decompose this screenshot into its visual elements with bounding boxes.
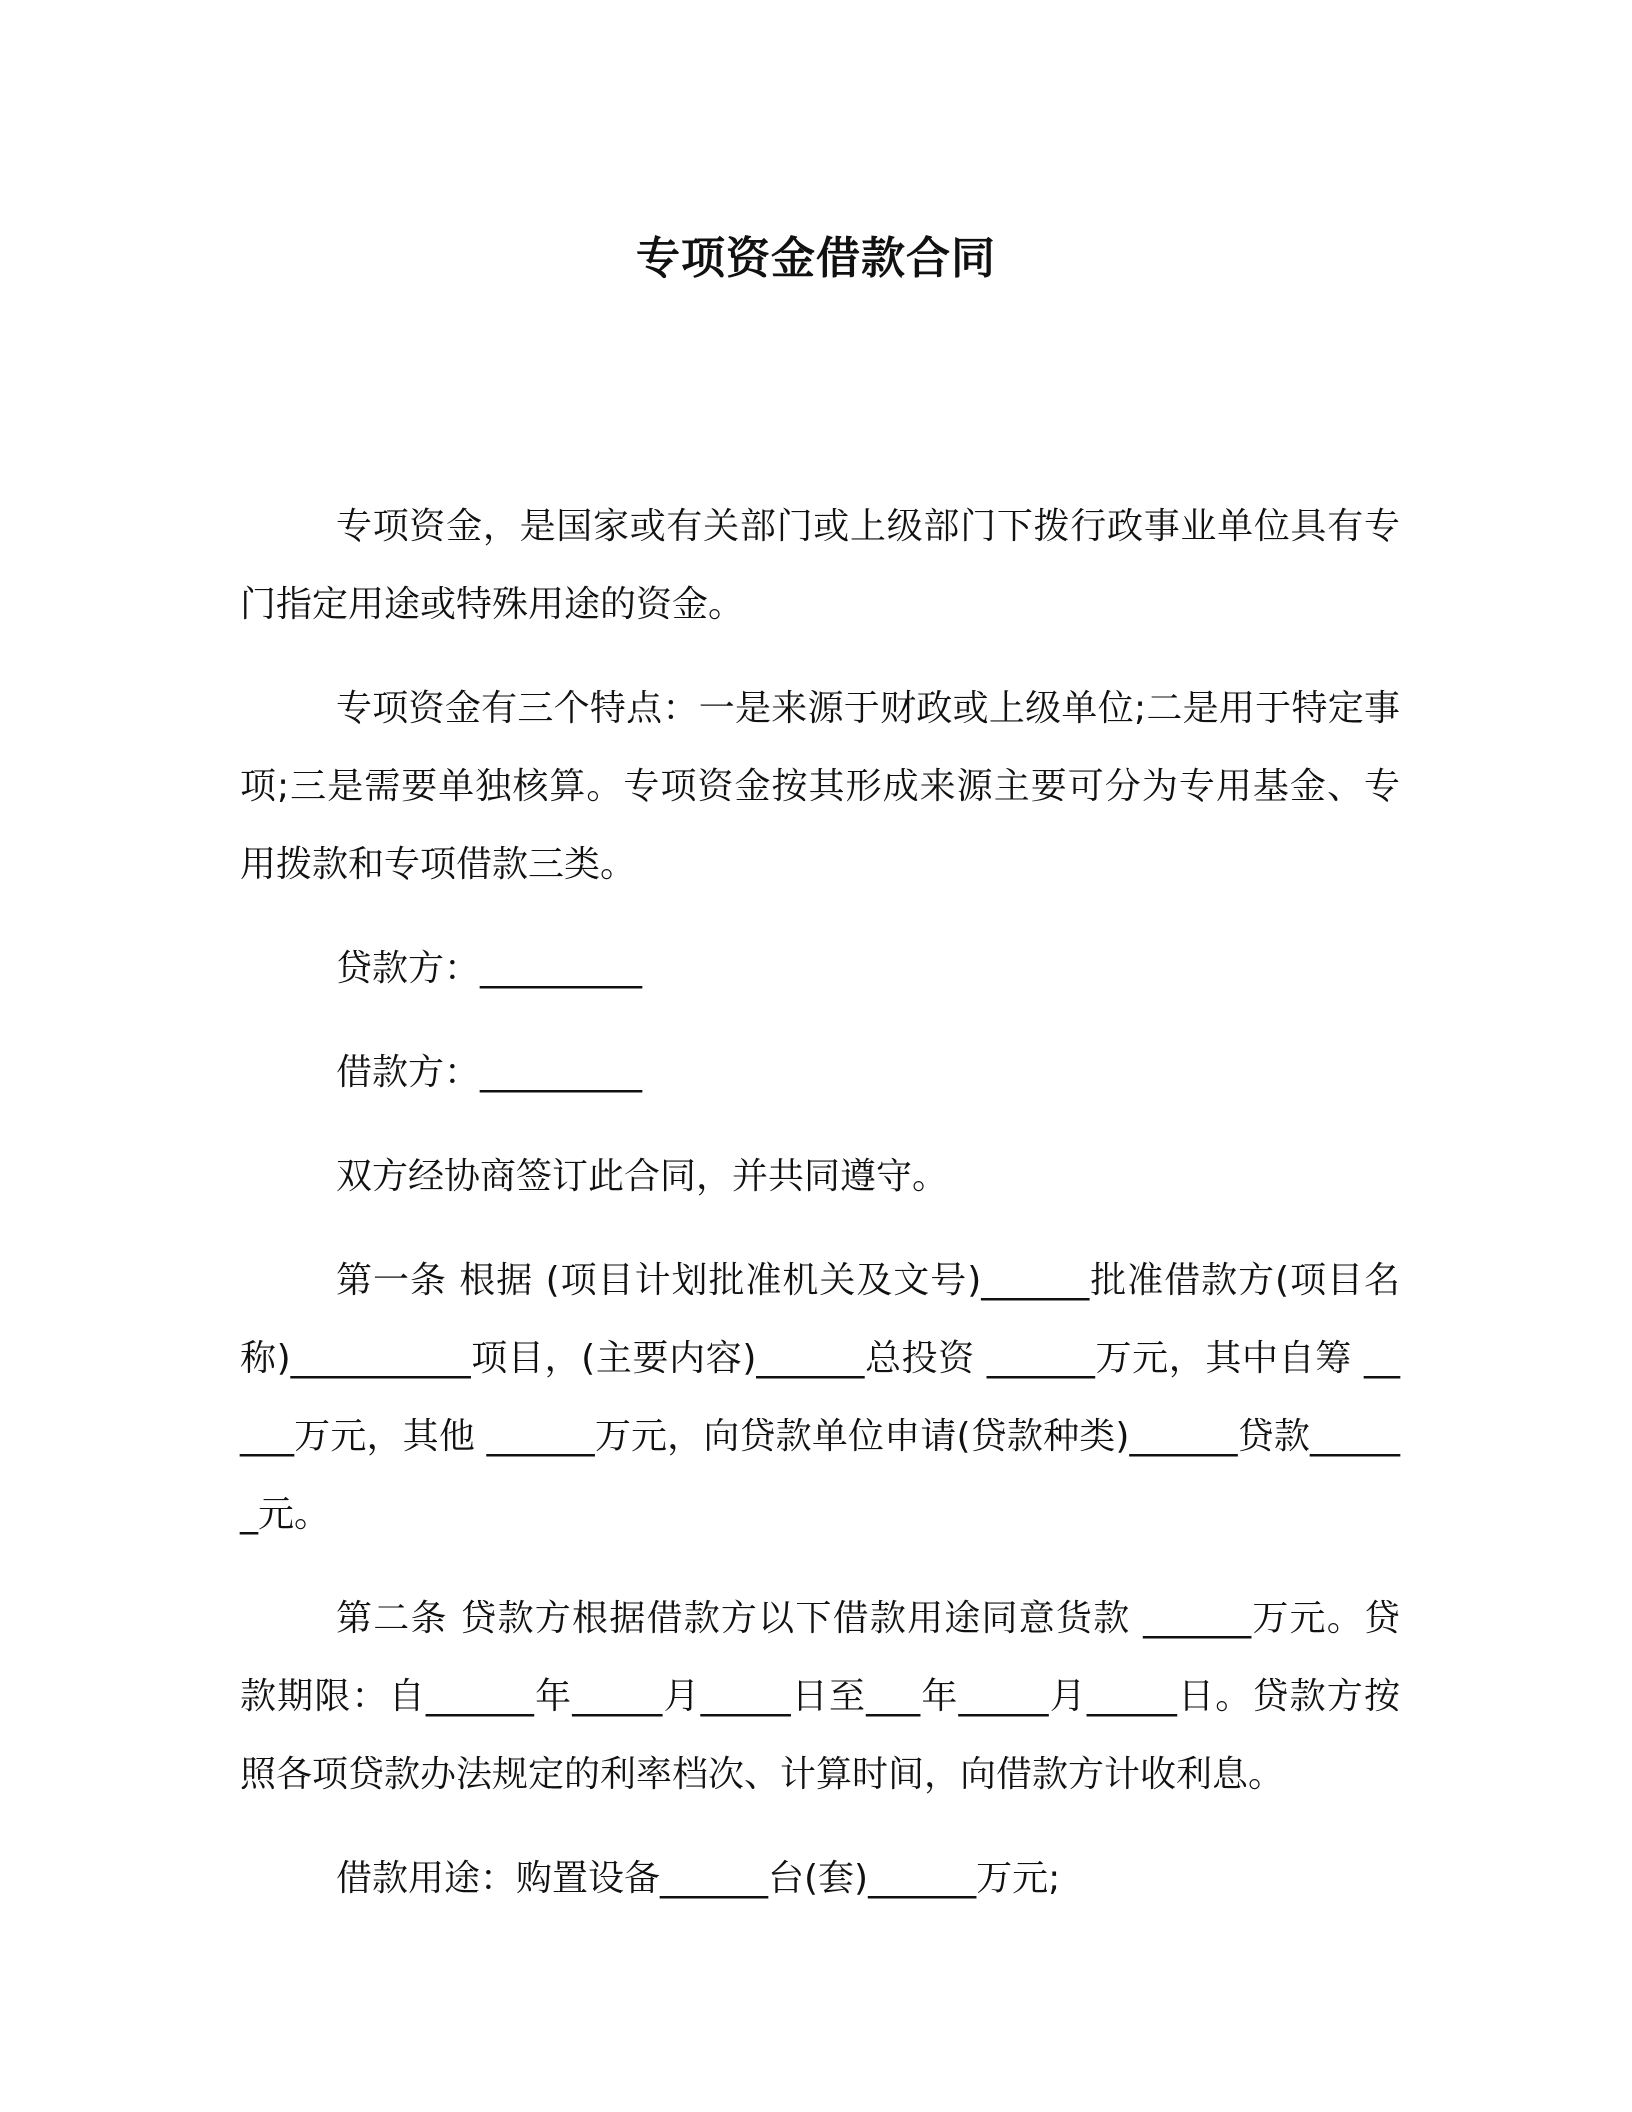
paragraph-definition: 专项资金，是国家或有关部门或上级部门下拨行政事业单位具有专门指定用途或特殊用途的资金。 bbox=[240, 506, 1400, 625]
paragraph-characteristics: 专项资金有三个特点：一是来源于财政或上级单位;二是用于特定事项;三是需要单独核算。专项资金按其形成来源主要可分为专用基金、专用拨款和专项借款三类。 bbox=[240, 688, 1400, 885]
document-body bbox=[240, 488, 1400, 1944]
lender-field: 贷款方：_________ bbox=[336, 948, 643, 989]
loan-purpose: 借款用途：购置设备______台(套)______万元; bbox=[336, 1858, 1061, 1899]
borrower-field: 借款方：_________ bbox=[336, 1052, 643, 1093]
agreement-statement: 双方经协商签订此合同，并共同遵守。 bbox=[336, 1156, 949, 1197]
article-one: 第一条 根据 (项目计划批准机关及文号)______批准借款方(项目名称)__________项目，(主要内容)______总投资 ______万元，其中自筹 _____万元，其他 ______万元，向贷款单位申请(贷款种类)______贷款______元。 bbox=[240, 1260, 1400, 1535]
article-two: 第二条 贷款方根据借款方以下借款用途同意货款 ______万元。贷款期限：自______年_____月_____日至___年_____月_____日。贷款方按照各项贷款办法规定的利率档次、计算时间，向借款方计收利息。 bbox=[240, 1598, 1400, 1795]
document-title: 专项资金借款合同 bbox=[636, 233, 996, 284]
